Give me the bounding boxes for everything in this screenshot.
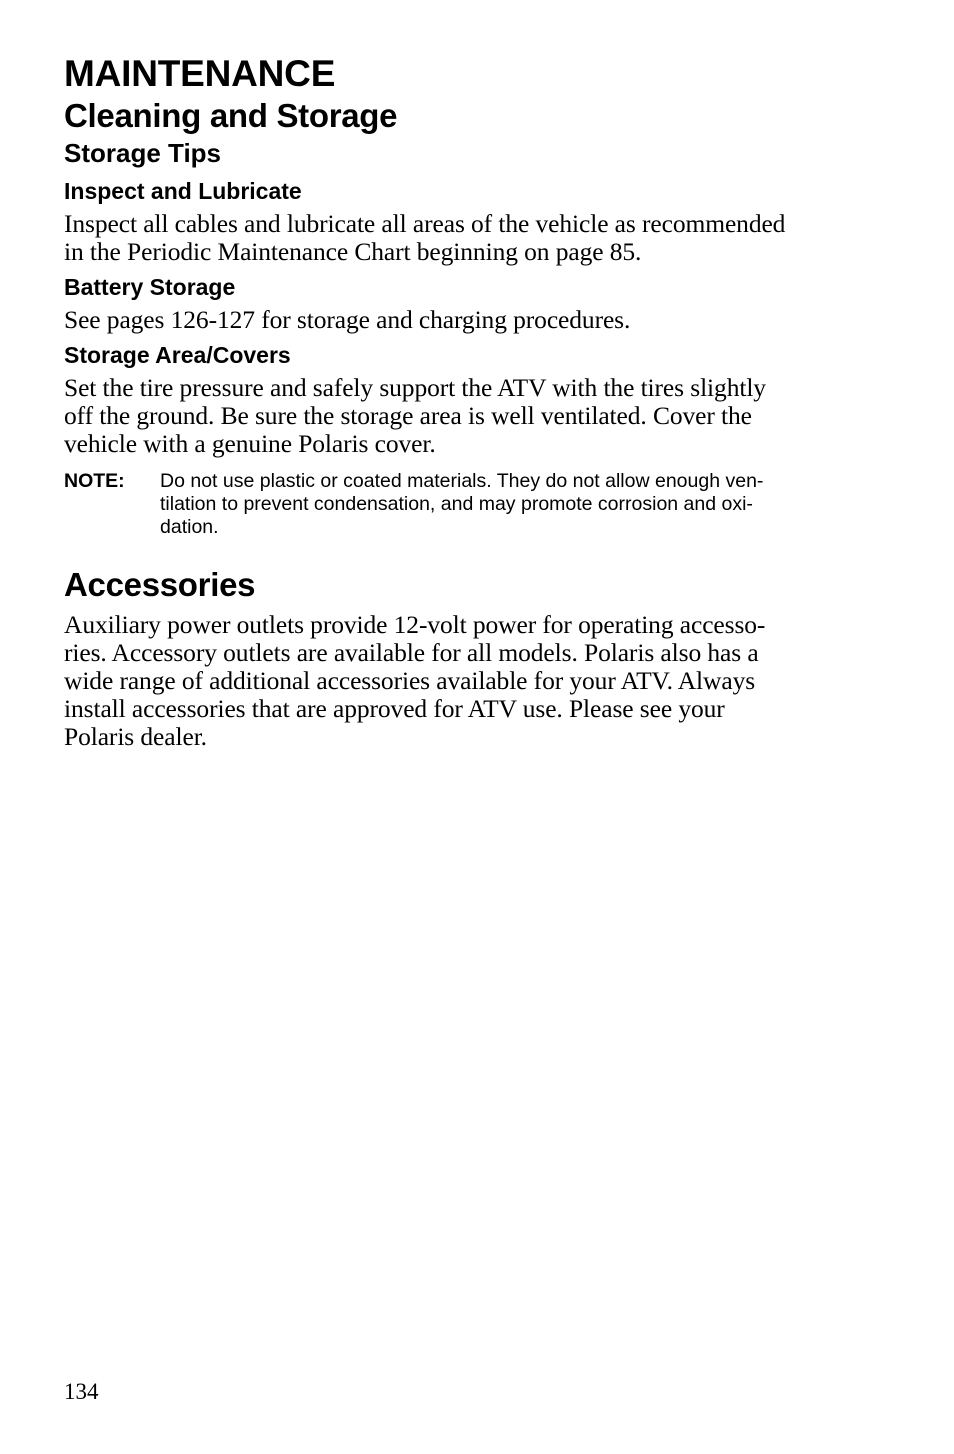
inspect-paragraph (64, 210, 864, 266)
note-line: Do not use plastic or coated materials. They do not allow enough ven- (160, 470, 764, 492)
subsection-title: Storage Tips (64, 138, 222, 168)
storage-area-line: Set the tire pressure and safely support the ATV with the tires slightly (64, 373, 766, 402)
note-text (160, 470, 864, 539)
storage-area-line: off the ground. Be sure the storage area is well ventilated. Cover the (64, 401, 752, 430)
page-number: 134 (64, 1379, 99, 1404)
note-label: NOTE: (64, 470, 125, 492)
battery-heading: Battery Storage (64, 274, 236, 300)
storage-area-paragraph (64, 374, 864, 458)
inspect-line: Inspect all cables and lubricate all areas of the vehicle as recommended (64, 209, 786, 238)
note-block (64, 470, 864, 539)
section-title: Cleaning and Storage (64, 97, 398, 134)
accessories-line: Auxiliary power outlets provide 12-volt power for operating accesso- (64, 610, 766, 639)
accessories-paragraph (64, 611, 864, 751)
accessories-line: install accessories that are approved for ATV use. Please see your (64, 694, 725, 723)
storage-area-heading: Storage Area/Covers (64, 342, 291, 368)
note-line: tilation to prevent condensation, and may promote corrosion and oxi- (160, 493, 753, 515)
inspect-lubricate-block (64, 176, 864, 266)
accessories-line: ries. Accessory outlets are available for all models. Polaris also has a (64, 638, 759, 667)
chapter-title: MAINTENANCE (64, 53, 336, 94)
accessories-line: wide range of additional accessories available for your ATV. Always (64, 666, 756, 695)
accessories-line: Polaris dealer. (64, 722, 207, 751)
inspect-heading: Inspect and Lubricate (64, 178, 302, 204)
accessories-heading: Accessories (64, 566, 256, 603)
accessories-block (64, 565, 864, 751)
storage-area-line: vehicle with a genuine Polaris cover. (64, 429, 436, 458)
manual-page (64, 52, 864, 757)
storage-area-block (64, 340, 864, 458)
battery-storage-block (64, 272, 864, 334)
note-line: dation. (160, 516, 219, 538)
inspect-line: in the Periodic Maintenance Chart beginning on page 85. (64, 237, 642, 266)
battery-paragraph: See pages 126-127 for storage and charging procedures. (64, 305, 631, 334)
